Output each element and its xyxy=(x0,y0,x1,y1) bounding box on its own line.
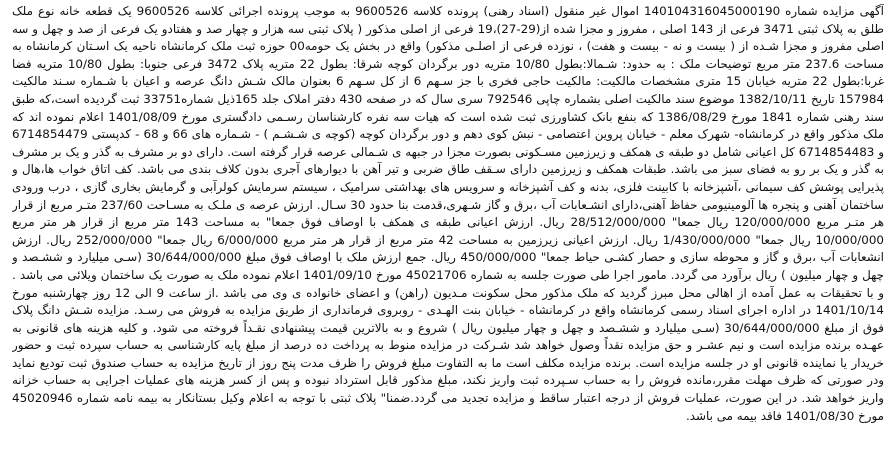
notice-body-text: آگهی مزایده شماره 140104316045000190 اموال غیر منقول (اسناد رهنی) پرونده کلاسه 9600526 به موجب پرونده اجرائی کلاسه 9600526 یک قطعه خانه نوع ملک طلق به پلاک ثبتی 3471 فرعی از 143 اصلی ، مفروز و مجزا شده از(29-27)،19 فرعی از اصلی مذکور ( پلاک ثبتی سه هزار و چهار صد و هفتادو یک فرعی از صد و چهل و سه اصلی مفروز و مجزا شـده از ( بیست و نه - بیست و هفت) ، نوزده فرعی از اصلـی مذکور) واقع در بخش یک حومه00 حوزه ثبت ملک کرمانشاه ناحیه یک اسـتان کرمانشاه به مساحت 237.6 متر مربع توضیحات ملک : به حدود: شـمالا:بطول 10/80 متریه دور برگردان کوچه شرقا: بطول 22 متریه پلاک 3472 فرعی جنوبا: بطول 10/80 متریه فضا غربا:بطول 22 متریه خیابان 15 متری مشخصات مالکیت: مالکیت حاجی فخری با جز سـهم 6 از کل سـهم 6 بعنوان مالک شـش دانگ عرصه و اعیان با شـماره سـند مالکیت 157984 تاریخ 1382/10/11 موضوع سند مالکیت اصلی بشماره چاپی 792546 سری سال که در صفحه 430 دفتر املاک جلد 165ذیل شماره33751 ثبت گردیده است،که طبق سند رهنی شماره 1841 مورخ 1386/08/29 که بنفع بانک کشاورزی ثبت شده است که هیات سه نفره کارشناسان رسـمی دادگستری مورخ 1401/08/09 اعلام نموده اند که ملک مذکور واقع در کرمانشاه- شهرک معلم - خیابان پروین اعتصامی - نبش کوی دهم و دور برگردان کوچه (کوچه ی شـشـم ) - شـماره های 66 و 68 - کدپستی 6714854479 و 6714854483 کل اعیانی شامل دو طبقه ی همکف و زیرزمین مسـکونی بصورت مجزا در جبهه ی شـمالی عرصه قرار گرفته است. دارای دو بر مشرف به گذر و یک بر مشرف به گذر و یک بر رو به فضای سبز می باشد. طبقات همکف و زیرزمین دارای سـقف طاق ضربی و تیر آهن با دیوارهای آجری بدون کلاف بندی می باشد. کف اتاق خواب ها،هال و پذیرایی پوشش کف سیمانی ،آشپزخانه با کابینت فلزی، بدنه و کف آشپزخانه و سرویس های بهداشتی سرامیک ، سیستم سرمایش کولرآبی و گرمایش بخاری گازی ، درب ورودی ساختمان آهنی و پنجره ها آلومینیومی حفاظ آهنی،دارای انشـعابات آب ،برق و گاز شـهری،قدمت بنا حدود 30 سـال. ارزش عرصه ی ملـک به مسـاحت 237/60 متـر مربع از قرار هر متـر مربع 120/000/000 ریال جمعا" 28/512/000/000 ریال. ارزش اعیانی طبقه ی همکف با اوصاف فوق جمعا" به مساحت 143 متر مربع از قرار هر متر مربع 10/000/000 ریال جمعا" 1/430/000/000 ریال. ارزش اعیانی زیرزمین به مساحت 42 متر مربع از قرار هر متر مربع 6/000/000 ریال جمعا" 252/000/000 ریال. ارزش انشعابات آب ،برق و گاز و محوطه سازی و حصار کشـی حیاط جمعا" 450/000/000 ریال. جمع ارزش ملک با اوصاف فوق مبلغ 30/644/000/000 (سـی میلیارد و ششـصد و چهل و چهار میلیون ) ریال برآورد می گردد. مامور اجرا طی صورت جلسه به شماره 45021706 مورخ 1401/09/10 اعلام نموده ملک به صورت یک ساختمان ویلائی می باشد . و با تحقیقات به عمل آمده از اهالی محل مبرز گردید که ملک مذکور محل سکونت مـدیون (راهن) و اعضای خانواده ی وی می باشد .از ساعت 9 الی 12 روز چهارشنبه مورخ 1401/10/14 در اداره اجرای اسناد رسمی کرمانشاه واقع در کرمانشاه - خیابان بنت الهـدی - روبروی فرمانداری از طریق مزایده به فروش می رسـد. مزایده شـش دانگ پلاک فوق از مبلغ 30/644/000/000 (سـی میلیارد و ششـصد و چهل و چهار میلیون ریال ) شروع و به بالاترین قیمت پیشنهادی نقـداً فروخته می شود. و کلیه هزینه های قانونی به عهـده برنده مزایده است و نیم عشـر و حق مزایده نقداً وصول خواهد شد شـرکت در مزایده منوط به پرداخت ده درصد از مبلغ پایه کارشناسی به حساب سپرده ثبت و حضور خریدار یا نماینده قانونی او در جلسه مزایده است. برنده مزایده مکلف است ما به التفاوت مبلغ فروش را ظرف مدت پنج روز از تاریخ مزایده به حساب صندوق ثبت تودیع نماید ودر صورتی که ظرف مهلت مقرر،مانده فروش را به حساب سـپرده ثبت واریز نکند، مبلغ مذکور قابل استرداد نبوده و پس از کسر هزینه های عملیات اجرایی به حساب خزانه واریز خواهد شد. در این صورت، عملیات فروش از درجه اعتبار ساقط و مزایده تجدید می گردد.ضمنا" پلاک ثبتی با توجه به اعلام وکیل بستانکار به بیمه نامه شماره 45020946 مورخ 1401/08/30 فاقد بیمه می باشد. xyxy=(12,4,884,423)
auction-notice xyxy=(12,3,884,469)
